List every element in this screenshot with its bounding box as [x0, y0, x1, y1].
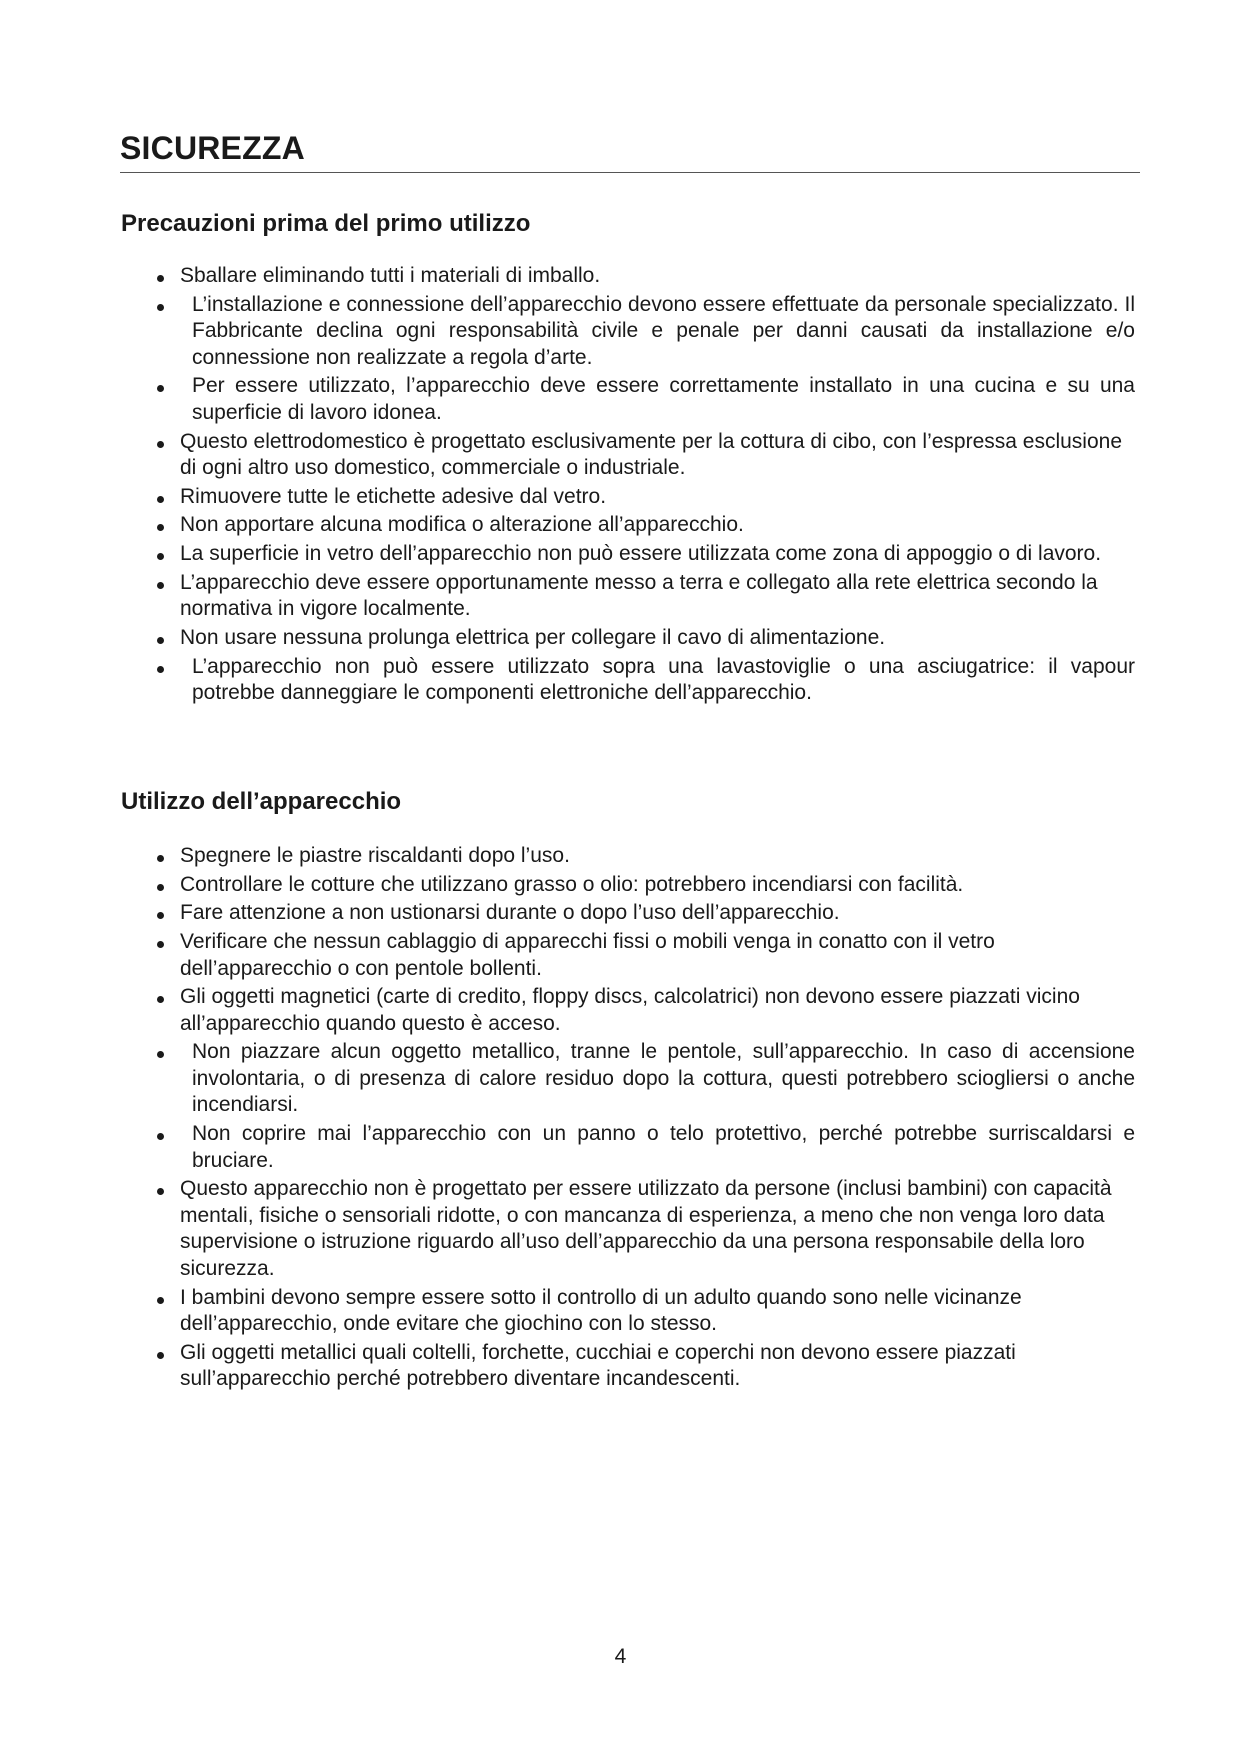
list-item	[150, 1285, 1135, 1338]
list-item-text: Questo apparecchio non è progettato per essere utilizzato da persone (inclusi bambini) con capacità mentali, fisiche o sensoriali ridotte, o con mancanza di esperienza, a meno che non venga loro data supervisione o istruzione riguardo all’uso dell’apparecchio da una persona responsabile della loro sicurezza.	[180, 1177, 1112, 1280]
bullet-icon	[157, 1051, 164, 1058]
list-item-text: I bambini devono sempre essere sotto il controllo di un adulto quando sono nelle vicinanze dell’apparecchio, onde evitare che giochino con lo stesso.	[180, 1285, 1022, 1335]
list-item-text: Controllare le cotture che utilizzano grasso o olio: potrebbero incendiarsi con facilità.	[180, 872, 964, 896]
bullet-icon	[157, 637, 164, 644]
list-item	[150, 625, 1135, 652]
list-item	[150, 570, 1135, 623]
list-item	[150, 292, 1135, 372]
bullet-icon	[157, 1188, 164, 1195]
bullet-icon	[157, 941, 164, 948]
list-item-text: Non piazzare alcun oggetto metallico, tranne le pentole, sull’apparecchio. In caso di accensione involontaria, o di presenza di calore residuo dopo la cottura, questi potrebbero sciogliersi o anche incendiarsi.	[192, 1040, 1135, 1117]
list-item	[150, 1039, 1135, 1119]
page-title: SICUREZZA	[120, 128, 1140, 173]
bullet-icon	[157, 385, 164, 392]
bullet-icon	[157, 912, 164, 919]
list-item	[150, 843, 1135, 870]
list-item-text: Verificare che nessun cablaggio di apparecchi fissi o mobili venga in conatto con il vetro dell’apparecchio o con pentole bollenti.	[180, 930, 995, 980]
bullet-icon	[157, 275, 164, 282]
list-item-text: Per essere utilizzato, l’apparecchio deve essere correttamente installato in una cucina e su una superficie di lavoro idonea.	[192, 374, 1135, 424]
list-item	[150, 929, 1135, 982]
list-item-text: Sballare eliminando tutti i materiali di imballo.	[180, 264, 601, 287]
list-item	[150, 484, 1135, 511]
list-item-text: Rimuovere tutte le etichette adesive dal vetro.	[180, 484, 607, 508]
list-item-text: Non usare nessuna prolunga elettrica per collegare il cavo di alimentazione.	[180, 626, 886, 649]
utilizzo-list	[150, 843, 1135, 1395]
precauzioni-list	[150, 263, 1135, 709]
bullet-icon	[157, 582, 164, 589]
bullet-icon	[157, 855, 164, 862]
bullet-icon	[157, 304, 164, 311]
list-item	[150, 429, 1135, 482]
list-item	[150, 541, 1135, 568]
section-heading-precauzioni: Precauzioni prima del primo utilizzo	[121, 210, 531, 237]
list-item	[150, 984, 1135, 1037]
list-item-text: L’apparecchio non può essere utilizzato sopra una lavastoviglie o una asciugatrice: il vapour potrebbe danneggiare le componenti elettroniche dell’apparecchio.	[192, 654, 1135, 705]
list-item-text: Gli oggetti metallici quali coltelli, forchette, cucchiai e coperchi non devono essere piazzati sull’apparecchio perché potrebbero diventare incandescenti.	[180, 1340, 1016, 1391]
list-item	[150, 263, 1135, 290]
list-item	[150, 1340, 1135, 1393]
list-item	[150, 900, 1135, 927]
list-item-text: Fare attenzione a non ustionarsi durante o dopo l’uso dell’apparecchio.	[180, 901, 840, 925]
list-item-text: Gli oggetti magnetici (carte di credito, floppy discs, calcolatrici) non devono essere piazzati vicino all’apparecchio quando questo è acceso.	[180, 985, 1080, 1035]
list-item-text: Non apportare alcuna modifica o alterazione all’apparecchio.	[180, 513, 744, 537]
bullet-icon	[157, 524, 164, 531]
list-item	[150, 1121, 1135, 1174]
bullet-icon	[157, 553, 164, 560]
list-item-text: L’installazione e connessione dell’apparecchio devono essere effettuate da personale specializzato. Il Fabbricante declina ogni responsabilità civile e penale per danni causati da installazione e/o connessione non realizzate a regola d’arte.	[192, 292, 1135, 369]
list-item-text: Questo elettrodomestico è progettato esclusivamente per la cottura di cibo, con l’espressa esclusione di ogni altro uso domestico, commerciale o industriale.	[180, 429, 1123, 480]
list-item	[150, 654, 1135, 707]
section-heading-utilizzo: Utilizzo dell’apparecchio	[121, 788, 402, 815]
bullet-icon	[157, 1133, 164, 1140]
list-item-text: L’apparecchio deve essere opportunamente messo a terra e collegato alla rete elettrica secondo la normativa in vigore localmente.	[180, 570, 1098, 621]
list-item	[150, 1176, 1135, 1282]
list-item-text: La superficie in vetro dell’apparecchio non può essere utilizzata come zona di appoggio o di lavoro.	[180, 542, 1102, 566]
bullet-icon	[157, 496, 164, 503]
page-number: 4	[614, 1645, 627, 1668]
bullet-icon	[157, 996, 164, 1003]
list-item-text: Non coprire mai l’apparecchio con un panno o telo protettivo, perché potrebbe surriscaldarsi e bruciare.	[192, 1122, 1135, 1172]
bullet-icon	[157, 1297, 164, 1304]
bullet-icon	[157, 884, 164, 891]
list-item	[150, 872, 1135, 899]
bullet-icon	[157, 1352, 164, 1359]
bullet-icon	[157, 666, 164, 673]
list-item	[150, 512, 1135, 539]
list-item	[150, 373, 1135, 426]
list-item-text: Spegnere le piastre riscaldanti dopo l’uso.	[180, 844, 570, 867]
bullet-icon	[157, 441, 164, 448]
